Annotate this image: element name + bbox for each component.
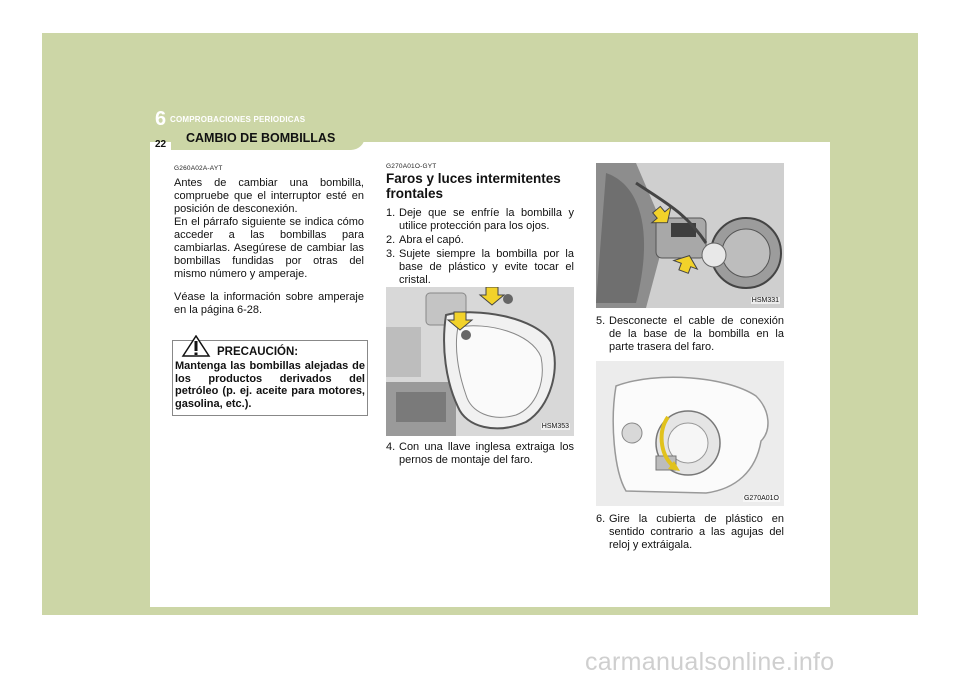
caution-box xyxy=(172,340,368,416)
step-number: 2. xyxy=(386,234,396,246)
photo-label: HSM331 xyxy=(751,297,779,304)
step-number: 5. xyxy=(596,315,606,327)
section-title: CAMBIO DE BOMBILLAS xyxy=(186,131,336,145)
section-heading: Faros y luces intermitentes frontales xyxy=(386,171,561,201)
step-text: Sujete siempre la bombilla por la base de plástico y evite tocar el cristal. xyxy=(399,248,574,286)
step-number: 3. xyxy=(386,248,396,260)
step-item xyxy=(386,207,574,233)
step-number: 4. xyxy=(386,441,396,453)
step-item xyxy=(386,441,574,467)
step-number: 1. xyxy=(386,207,396,219)
headlamp-cover-illustration xyxy=(596,361,784,506)
engine-bay-illustration xyxy=(386,287,574,436)
step-item xyxy=(386,248,574,287)
intro-paragraph: Antes de cambiar una bombilla, compruebe que el interruptor esté en posición de desconexión. xyxy=(174,177,364,215)
step-6 xyxy=(596,513,784,553)
step-item xyxy=(596,513,784,552)
step-item xyxy=(596,315,784,354)
column-intro xyxy=(174,165,364,317)
column-headlamps xyxy=(386,163,574,288)
amperage-paragraph: Véase la información sobre amperaje en la página 6-28. xyxy=(174,291,364,316)
reference-code: G260A02A-AYT xyxy=(174,165,223,172)
step-item xyxy=(386,234,574,247)
step-text: Deje que se enfríe la bombilla y utilice protección para los ojos. xyxy=(399,207,574,232)
connector-photo xyxy=(596,163,784,308)
warning-triangle-icon xyxy=(179,335,213,357)
step-text: Con una llave inglesa extraiga los pernos de montaje del faro. xyxy=(399,441,574,466)
step-text: Gire la cubierta de plástico en sentido contrario a las agujas del reloj y extráigala. xyxy=(609,513,784,551)
caution-title: PRECAUCIÓN: xyxy=(217,346,299,358)
access-paragraph: En el párrafo siguiente se indica cómo acceder a las bombillas para cambiarlas. Asegúrese de cambiar las bombillas fundidas por otras del mismo número y amperaje. xyxy=(174,216,364,280)
step-text: Abra el capó. xyxy=(399,234,464,246)
page-number: 22 xyxy=(155,139,167,150)
watermark: carmanualsonline.info xyxy=(585,648,835,676)
step-number: 6. xyxy=(596,513,606,525)
caution-text: Mantenga las bombillas alejadas de los productos derivados del petróleo (p. ej. aceite para motores, gasolina, etc.). xyxy=(175,360,365,410)
step-text: Desconecte el cable de conexión de la base de la bombilla en la parte trasera del faro. xyxy=(609,315,784,353)
photo-label: HSM353 xyxy=(541,423,569,430)
reference-code: G270A01O-GYT xyxy=(386,163,437,170)
step-5 xyxy=(596,315,784,355)
chapter-number: 6 xyxy=(155,108,167,130)
headlamp-rear-illustration xyxy=(596,163,784,308)
photo-label: G270A01O xyxy=(743,495,779,502)
headlamp-bolts-photo xyxy=(386,287,574,436)
cover-photo xyxy=(596,361,784,506)
steps-list xyxy=(386,207,574,287)
step-4 xyxy=(386,441,574,468)
chapter-title: COMPROBACIONES PERIODICAS xyxy=(170,115,306,124)
